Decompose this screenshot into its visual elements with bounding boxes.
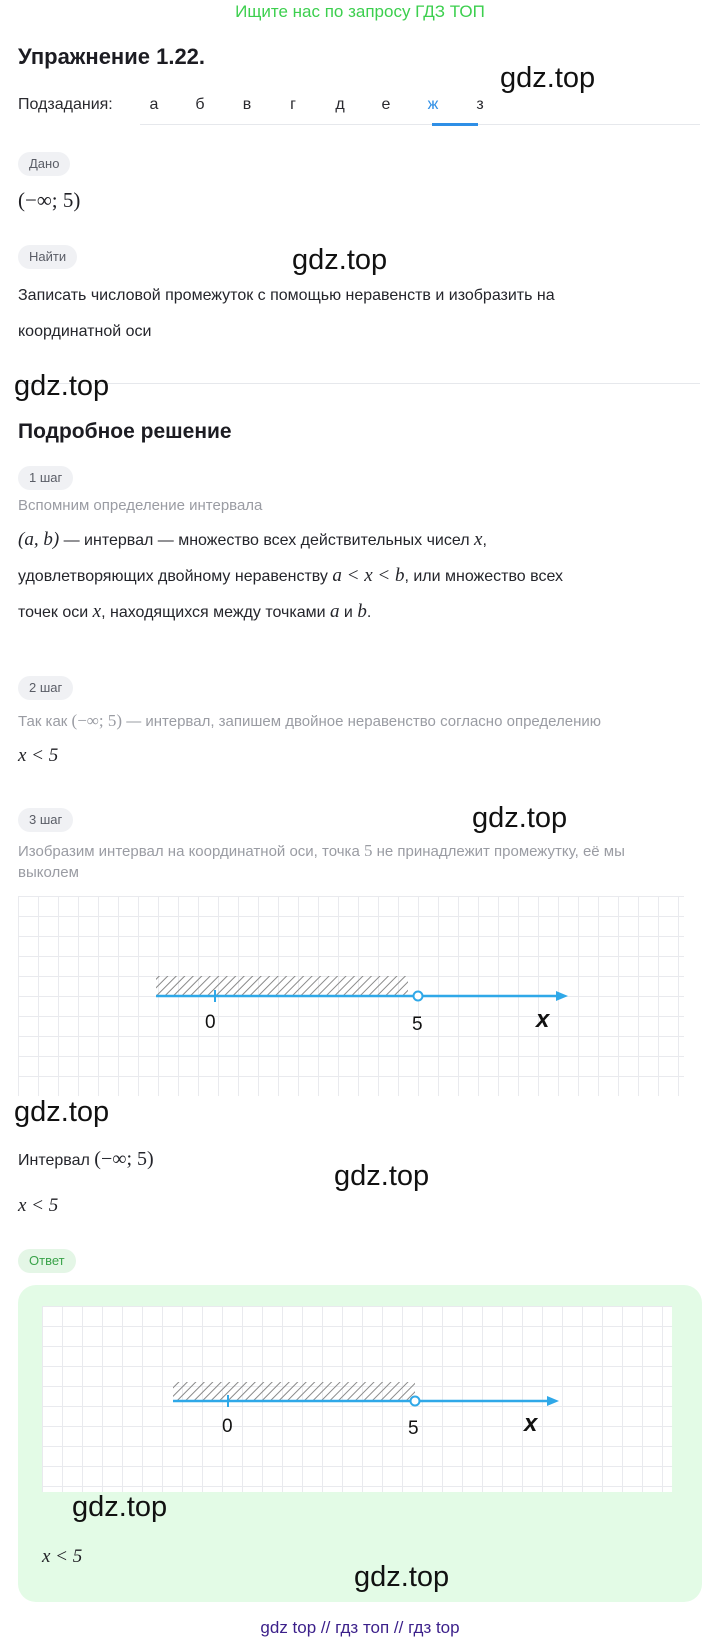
step1-text-a: — интервал — множество всех действительных чисел — [59, 532, 474, 549]
comma: , — [482, 532, 487, 549]
step3-hint-post: не принадлежит промежутку, её мы — [372, 843, 625, 860]
find-text-line1: Записать числовой промежуток с помощью неравенств и изобразить на — [18, 287, 555, 304]
open-point — [414, 992, 423, 1001]
step2-hint-interval: (−∞; 5) — [71, 711, 123, 730]
watermark-text: gdz.top — [292, 244, 388, 276]
given-interval-text: (−∞; 5) — [18, 188, 81, 212]
step2-badge: 2 шаг — [18, 676, 73, 700]
step1-hint: Вспомним определение интервала — [18, 497, 263, 514]
step1-text-b: удовлетворяющих двойному неравенству — [18, 568, 333, 585]
solution-heading: Подробное решение — [18, 420, 232, 443]
var-b: b — [357, 601, 367, 622]
watermark-text: gdz.top — [14, 370, 110, 402]
coordinate-grid — [18, 896, 684, 1096]
watermark-text: gdz.top — [354, 1561, 450, 1593]
tick-label-zero: 0 — [205, 1012, 216, 1033]
find-badge: Найти — [18, 245, 77, 269]
subtask-tab-d[interactable]: д — [335, 96, 345, 113]
subtask-tab-zh[interactable]: ж — [427, 96, 439, 113]
step1-line3 — [18, 594, 371, 631]
tick-label-five: 5 — [408, 1418, 419, 1439]
step1-line2 — [18, 558, 563, 595]
watermark-text: gdz.top — [334, 1160, 430, 1192]
answer-inequality: x < 5 — [42, 1546, 83, 1567]
step3-hint-pre: Изобразим интервал на координатной оси, точка — [18, 843, 364, 860]
step1-text-d: точек оси — [18, 604, 93, 621]
step3-hint-line1 — [18, 840, 625, 863]
step3-hint-point: 5 — [363, 841, 373, 860]
search-banner[interactable]: Ищите нас по запросу ГДЗ ТОП — [235, 2, 485, 21]
arrow-right-icon — [556, 991, 568, 1001]
tick-label-five: 5 — [412, 1014, 423, 1035]
given-badge: Дано — [18, 152, 70, 176]
watermark-text: gdz.top — [500, 62, 596, 94]
watermark-text: gdz.top — [472, 802, 568, 834]
watermark-text: gdz.top — [72, 1491, 168, 1523]
subtask-tab-z[interactable]: з — [476, 96, 484, 113]
var-x: x — [92, 601, 102, 622]
tick-label-zero: 0 — [222, 1416, 233, 1437]
var-x: x — [474, 529, 483, 550]
step3-hint-line2: выколем — [18, 864, 79, 881]
step2-hint-pre: Так как — [18, 713, 72, 730]
summary-label: Интервал — [18, 1152, 95, 1169]
arrow-right-icon — [547, 1396, 559, 1406]
subtasks-label: Подзадания: — [18, 96, 113, 113]
double-inequality: a < x < b — [332, 565, 405, 586]
subtask-tab-e[interactable]: е — [381, 96, 391, 113]
step1-text-c: , или множество всех — [404, 568, 564, 585]
step1-text-e: , находящихся между точками — [101, 604, 330, 621]
and-text: и — [339, 604, 358, 621]
subtasks-divider — [140, 124, 700, 125]
subtask-tab-g[interactable]: г — [290, 96, 296, 113]
step1-line1 — [18, 522, 487, 559]
shaded-region — [173, 1382, 415, 1401]
open-point — [411, 1397, 420, 1406]
active-tab-indicator — [432, 123, 478, 126]
axis-label-x: x — [524, 1410, 538, 1437]
summary-line — [18, 1141, 154, 1179]
subtask-tab-v[interactable]: в — [242, 96, 252, 113]
page-title: Упражнение 1.22. — [18, 44, 206, 69]
var-a: a — [329, 601, 340, 622]
summary-interval: (−∞; 5) — [94, 1148, 154, 1170]
shaded-region — [156, 976, 408, 996]
divider — [18, 383, 700, 384]
given-interval — [18, 188, 80, 213]
subtask-tab-a[interactable]: а — [149, 96, 159, 113]
subtask-tab-b[interactable]: б — [195, 96, 205, 113]
answer-coordinate-grid — [42, 1306, 672, 1492]
answer-badge: Ответ — [18, 1249, 76, 1273]
period: . — [366, 604, 372, 621]
interval-ab: (a, b) — [18, 529, 60, 550]
step2-hint — [18, 710, 601, 733]
find-text-line2: координатной оси — [18, 323, 152, 340]
watermark-text: gdz.top — [14, 1096, 110, 1128]
step2-hint-post: — интервал, запишем двойное неравенство согласно определению — [122, 713, 602, 730]
summary-inequality: x < 5 — [18, 1195, 59, 1216]
step1-badge: 1 шаг — [18, 466, 73, 490]
footer-links[interactable]: gdz top // гдз топ // гдз top — [260, 1618, 460, 1637]
step2-inequality: x < 5 — [18, 745, 59, 766]
step3-badge: 3 шаг — [18, 808, 73, 832]
axis-label-x: x — [536, 1006, 550, 1033]
number-line — [18, 896, 684, 1096]
answer-number-line — [42, 1306, 672, 1492]
